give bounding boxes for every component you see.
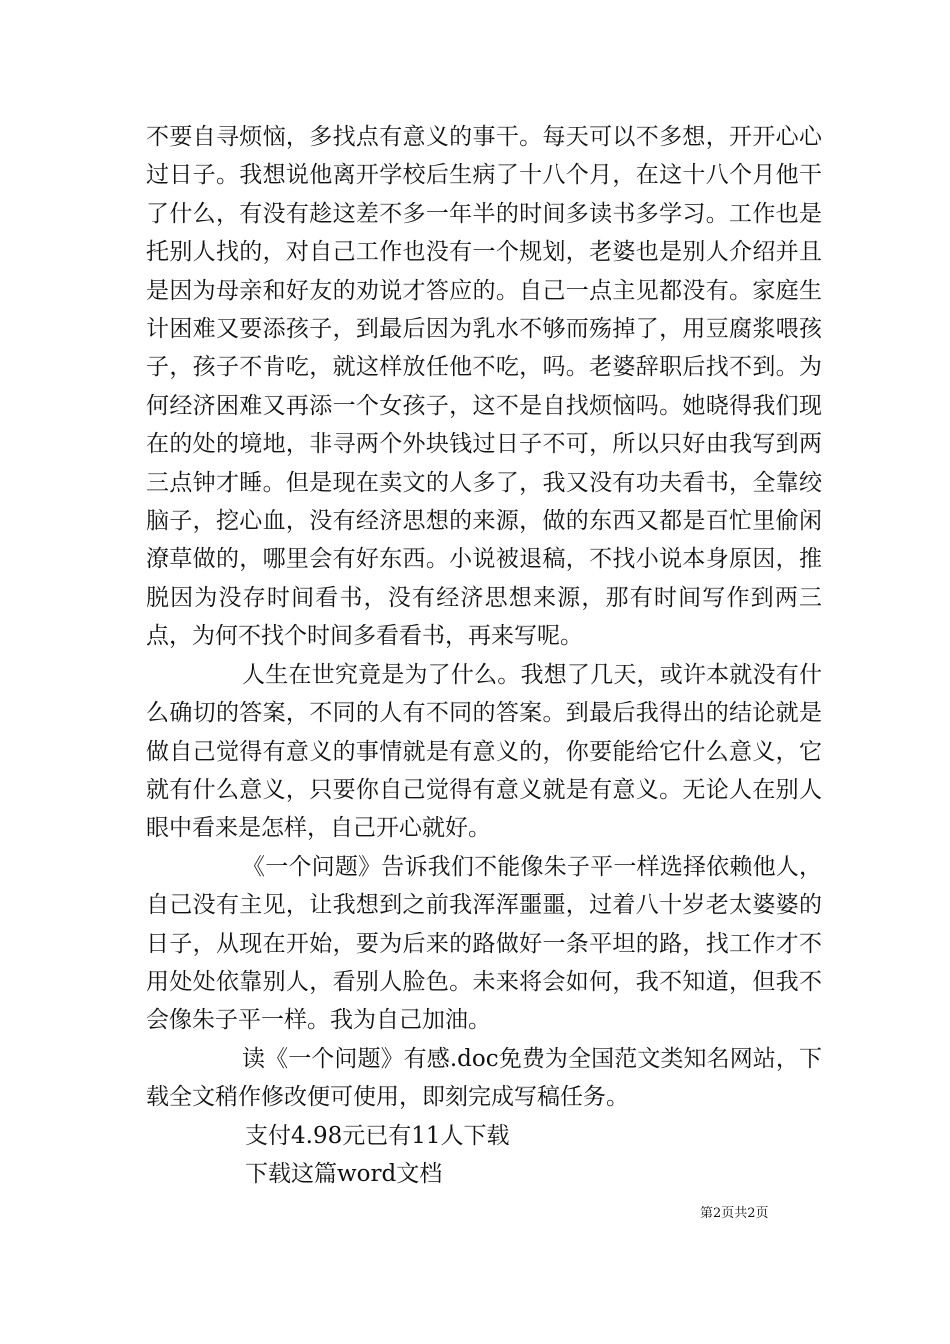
promo-paragraph: 读《一个问题》有感.doc免费为全国范文类知名网站，下载全文稍作修改便可使用，即刻完成写稿任务。 bbox=[146, 1045, 822, 1111]
download-word-link[interactable]: 下载这篇word文档 bbox=[245, 1160, 443, 1187]
page-number-footer: 第2页共2页 bbox=[700, 1206, 769, 1221]
paragraph: 《一个问题》告诉我们不能像朱子平一样选择依赖他人，自己没有主见，让我想到之前我浑浑噩噩，过着八十岁老太婆婆的日子，从现在开始，要为后来的路做好一条平坦的路，找工作才不用处处依靠别人，看别人脸色。未来将会如何，我不知道，但我不会像朱子平一样。我为自己加油。 bbox=[146, 853, 822, 1034]
document-body bbox=[146, 118, 822, 1193]
pay-download-line: 支付4.98元已有11人下载 bbox=[245, 1122, 510, 1149]
paragraph: 人生在世究竟是为了什么。我想了几天，或许本就没有什么确切的答案，不同的人有不同的答案。到最后我得出的结论就是做自己觉得有意义的事情就是有意义的，你要能给它什么意义，它就有什么意义，只要你自己觉得有意义就是有意义。无论人在别人眼中看来是怎样，自己开心就好。 bbox=[146, 661, 822, 842]
paragraph: 不要自寻烦恼，多找点有意义的事干。每天可以不多想，开开心心过日子。我想说他离开学校后生病了十八个月，在这十八个月他干了什么，有没有趁这差不多一年半的时间多读书多学习。工作也是托别人找的，对自己工作也没有一个规划，老婆也是别人介绍并且是因为母亲和好友的劝说才答应的。自己一点主见都没有。家庭生计困难又要添孩子，到最后因为乳水不够而殇掉了，用豆腐浆喂孩子，孩子不肯吃，就这样放任他不吃，吗。老婆辞职后找不到。为何经济困难又再添一个女孩子，这不是自找烦恼吗。她晓得我们现在的处的境地，非寻两个外块钱过日子不可，所以只好由我写到两三点钟才睡。但是现在卖文的人多了，我又没有功夫看书，全靠绞脑子，挖心血，没有经济思想的来源，做的东西又都是百忙里偷闲潦草做的，哪里会有好东西。小说被退稿，不找小说本身原因，推脱因为没存时间看书，没有经济思想来源，那有时间写作到两三点，为何不找个时间多看看书，再来写呢。 bbox=[146, 124, 822, 650]
